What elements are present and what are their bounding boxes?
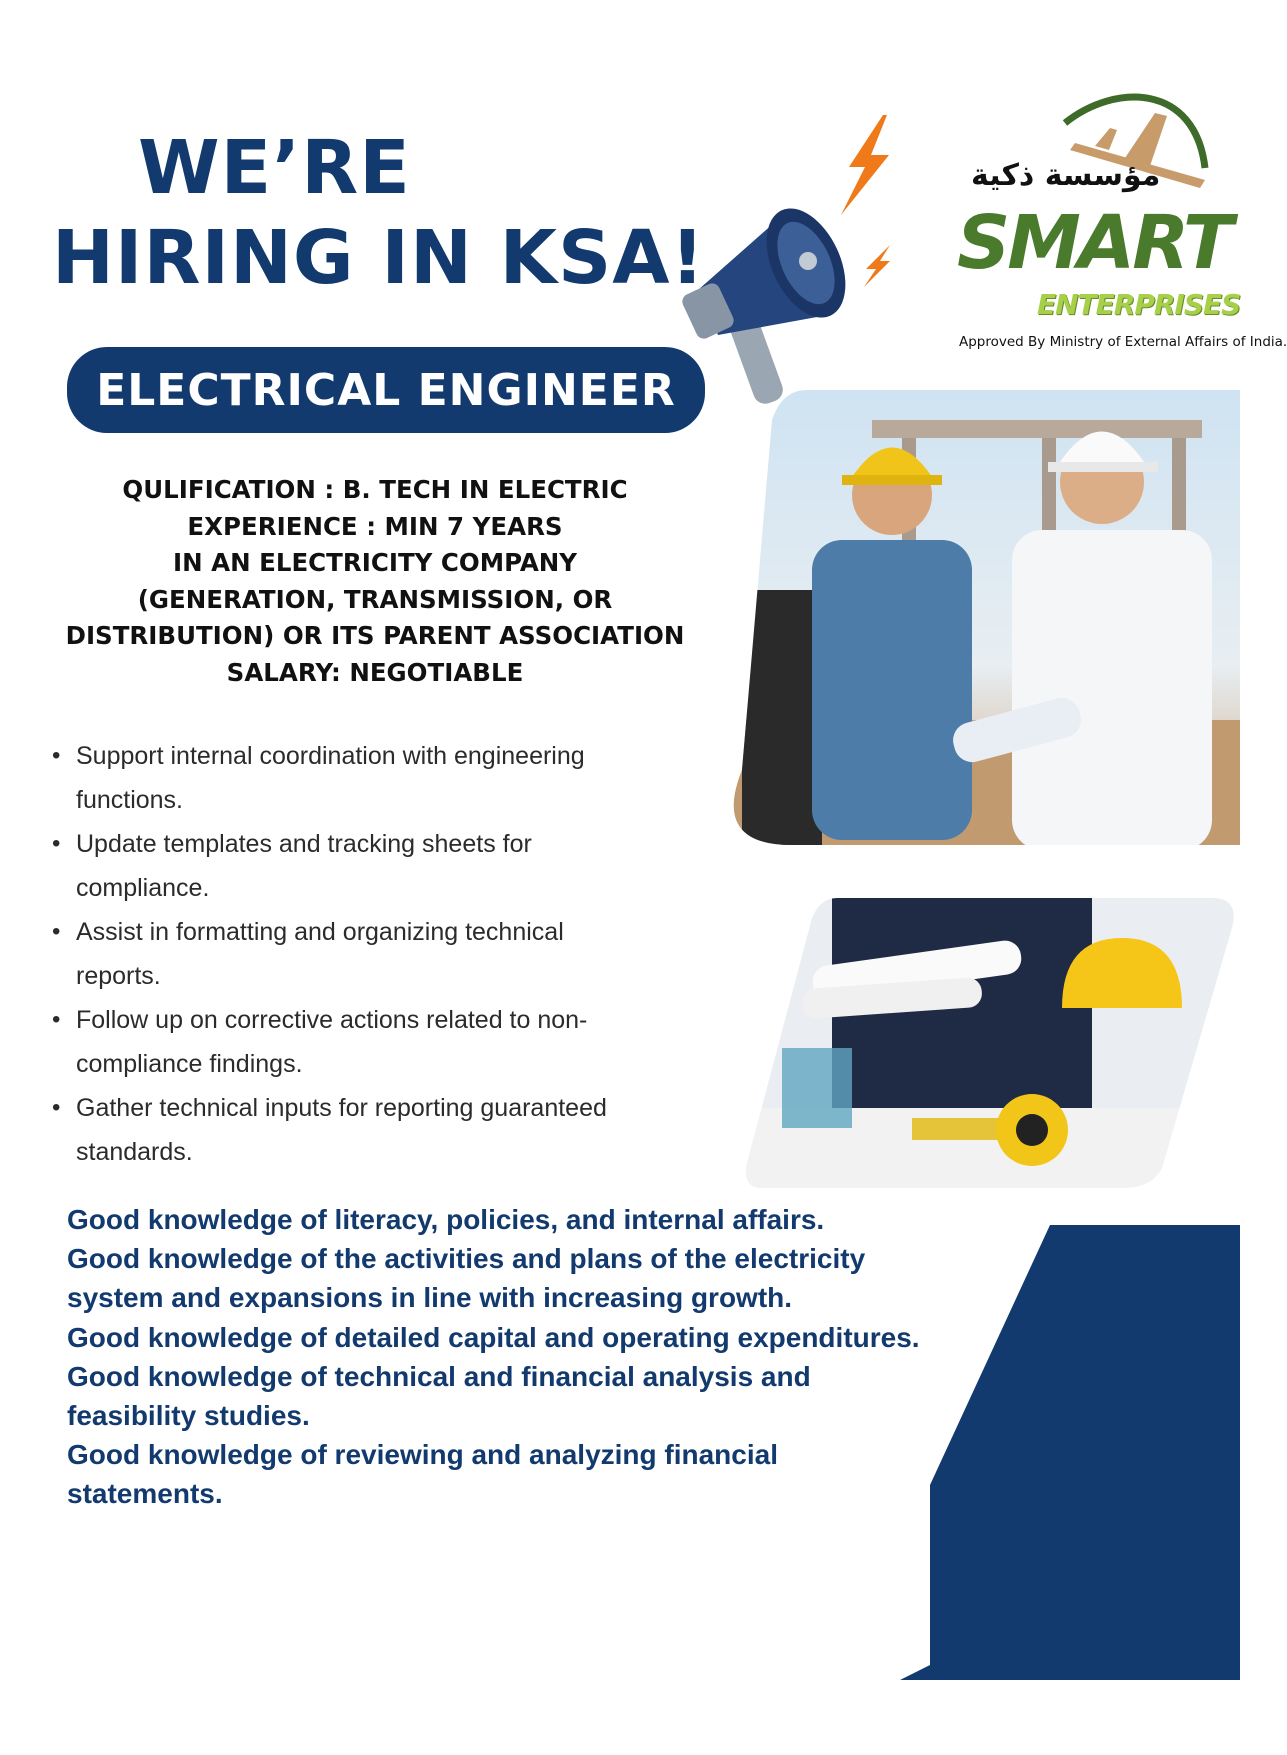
logo-sub-text: ENTERPRISES	[1037, 288, 1241, 321]
knowledge-line: statements.	[67, 1478, 223, 1510]
knowledge-line: Good knowledge of the activities and plans of the electricity	[67, 1243, 866, 1275]
qualification-line: DISTRIBUTION) OR ITS PARENT ASSOCIATION	[65, 621, 685, 650]
knowledge-line: Good knowledge of technical and financial analysis and	[67, 1360, 811, 1392]
job-title-banner	[67, 347, 705, 433]
qualification-line: (GENERATION, TRANSMISSION, OR	[137, 584, 613, 614]
qualification-line: SALARY: NEGOTIABLE	[226, 657, 524, 687]
company-logo	[945, 88, 1287, 358]
job-title: ELECTRICAL ENGINEER	[96, 364, 676, 416]
knowledge-line: feasibility studies.	[67, 1400, 310, 1432]
qualifications-block	[30, 472, 720, 691]
duties-list	[48, 734, 748, 1174]
headline-line-1: WE’RE	[138, 125, 411, 211]
logo-brand-text: SMART	[957, 200, 1231, 286]
knowledge-line: Good knowledge of reviewing and analyzing financial	[67, 1439, 778, 1471]
megaphone-icon	[688, 195, 868, 410]
logo-arabic-name: مؤسسة ذكية	[971, 158, 1161, 193]
qualification-line: QULIFICATION : B. TECH IN ELECTRIC	[122, 475, 628, 504]
list-item: • Follow up on corrective actions related to non- compliance findings.	[48, 998, 748, 1086]
list-item: • Update templates and tracking sheets for compliance.	[48, 822, 748, 910]
knowledge-line: Good knowledge of literacy, policies, and internal affairs.	[67, 1204, 825, 1235]
knowledge-line: Good knowledge of detailed capital and operating expenditures.	[67, 1321, 920, 1353]
engineers-photo	[712, 390, 1240, 850]
qualification-line: EXPERIENCE : MIN 7 YEARS	[187, 511, 563, 541]
knowledge-line: system and expansions in line with increasing growth.	[67, 1282, 793, 1314]
knowledge-block	[67, 1200, 1027, 1514]
blueprints-photo	[742, 898, 1240, 1188]
list-item: • Gather technical inputs for reporting guaranteed standards.	[48, 1086, 748, 1174]
headline-line-2: HIRING IN KSA!	[52, 215, 706, 301]
qualification-line: IN AN ELECTRICITY COMPANY	[172, 548, 578, 577]
logo-approval-text: Approved By Ministry of External Affairs of India.	[959, 334, 1287, 350]
list-item: • Support internal coordination with engineering functions.	[48, 734, 748, 822]
list-item: • Assist in formatting and organizing technical reports.	[48, 910, 748, 998]
